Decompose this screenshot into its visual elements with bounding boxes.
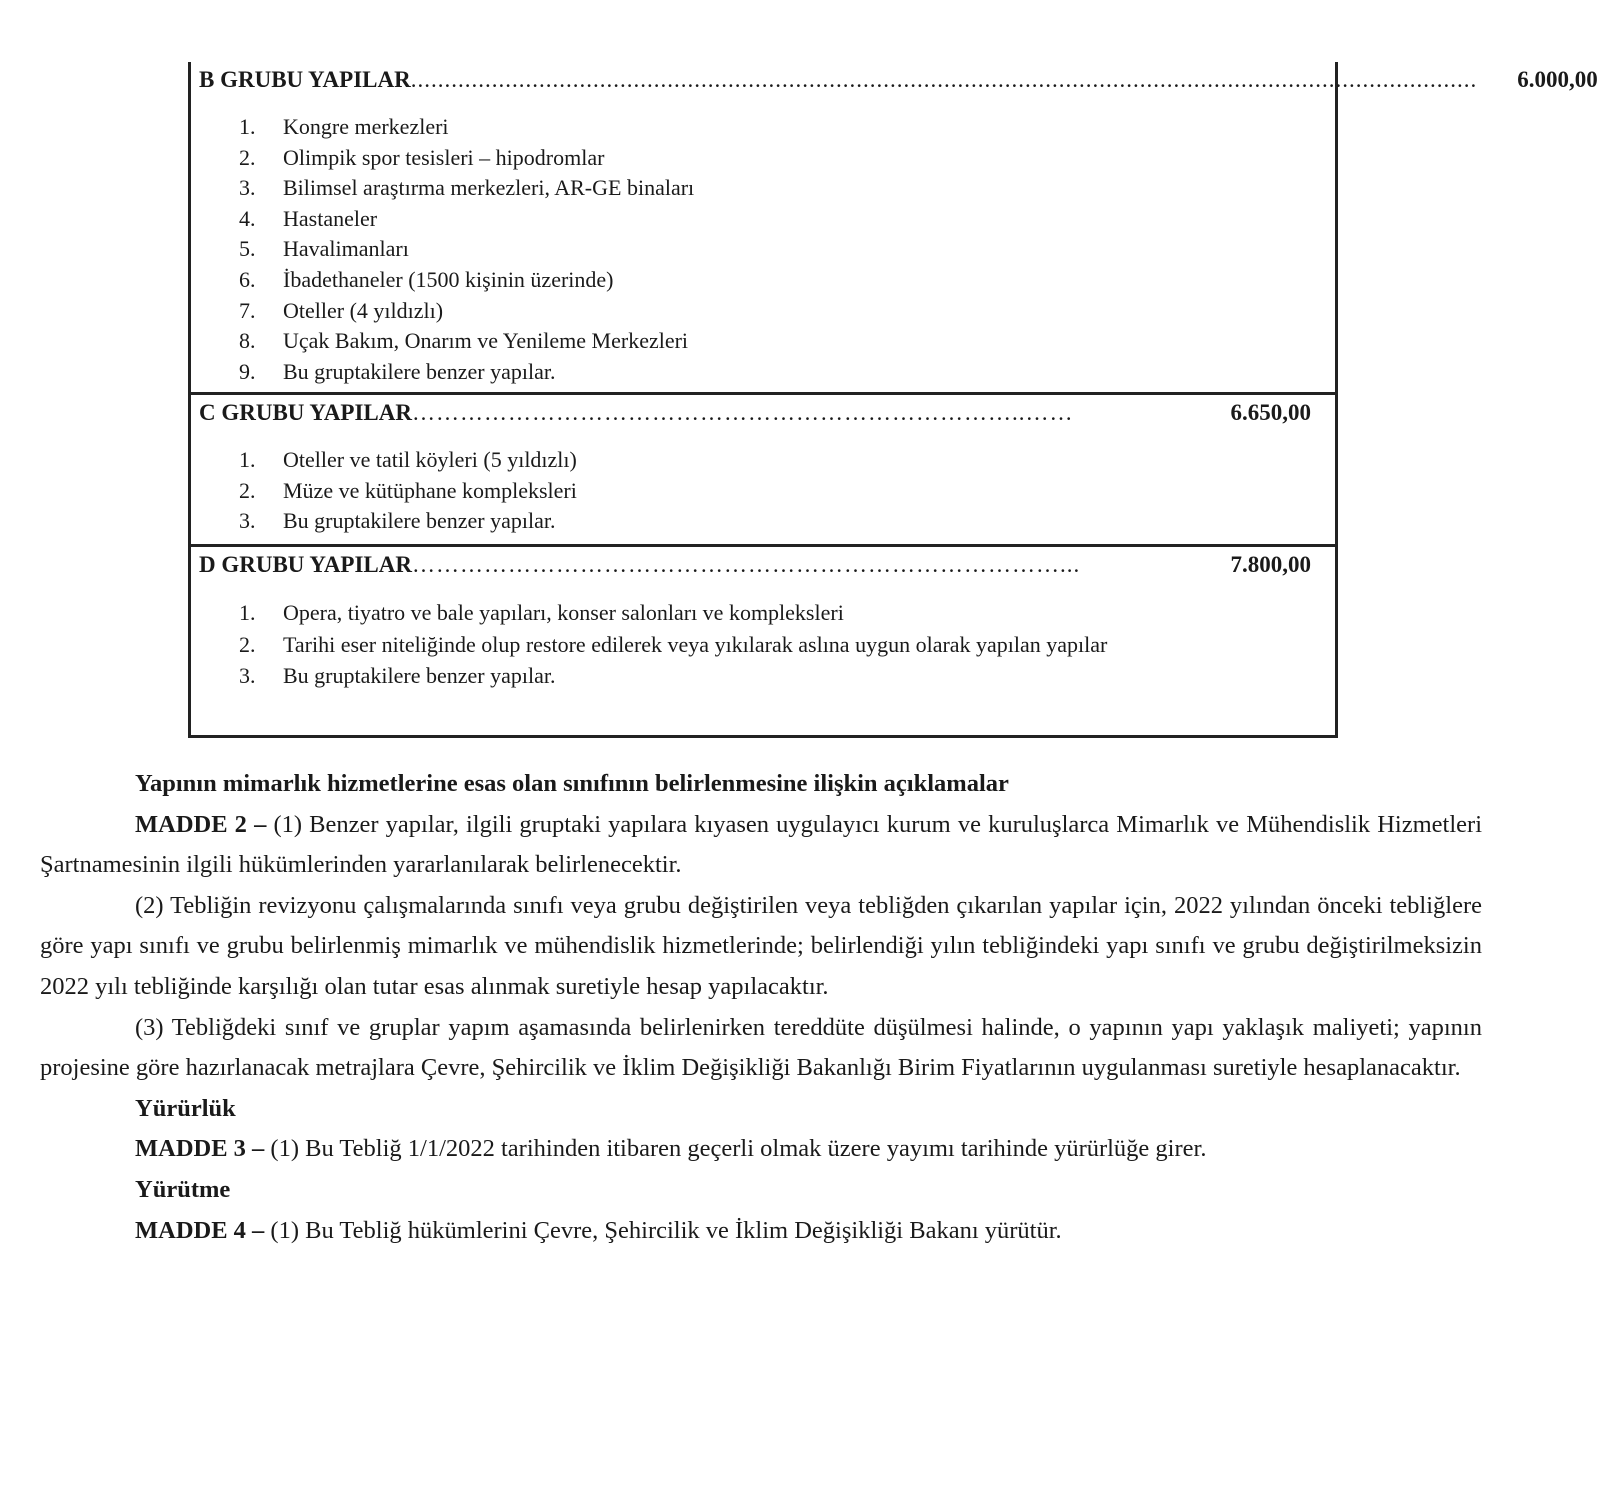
building-group-table [188, 62, 1598, 738]
item-text: Tarihi eser niteliğinde olup restore edilerek veya yıkılarak aslına uygun olarak yapılan yapılar [283, 631, 1108, 657]
item-text: Uçak Bakım, Onarım ve Yenileme Merkezleri [283, 328, 689, 354]
item-text: Bu gruptakilere benzer yapılar. [283, 508, 556, 534]
item-number: 1. [239, 114, 256, 139]
list-item [239, 173, 1161, 204]
group-item-list [239, 597, 1161, 692]
group-title: D GRUBU YAPILAR [199, 552, 412, 577]
list-item [239, 629, 1161, 661]
madde-4-label: MADDE 4 – [135, 1216, 265, 1244]
group-header [199, 400, 1311, 426]
group-item-list [239, 445, 1161, 537]
list-item [239, 326, 1161, 357]
group-title: C GRUBU YAPILAR [199, 400, 412, 425]
madde-2-text: (1) Benzer yapılar, ilgili gruptaki yapılara kıyasen uygulayıcı kurum ve kuruluşlarca Mimarlık ve Mühendislik Hizmetleri Şartnamesinin ilgili hükümlerinden yararlanılarak belirlenecektir. [40, 810, 1483, 879]
group-c-section [191, 392, 1335, 544]
leader-dots: .............................................................................................................................................................. [410, 67, 1478, 92]
madde-3-text: (1) Bu Tebliğ 1/1/2022 tarihinden itibaren geçerli olmak üzere yayımı tarihinde yürürlüğe girer. [264, 1135, 1207, 1163]
group-title: B GRUBU YAPILAR [199, 67, 411, 92]
item-number: 1. [239, 447, 256, 472]
group-amount: 6.650,00 [1230, 400, 1311, 425]
madde-4-text: (1) Bu Tebliğ hükümlerini Çevre, Şehircilik ve İklim Değişikliği Bakanı yürütür. [264, 1216, 1062, 1244]
madde-3-paragraph [40, 1129, 1482, 1170]
group-header [199, 67, 1598, 93]
item-number: 9. [239, 358, 256, 384]
item-text: Müze ve kütüphane kompleksleri [283, 477, 577, 503]
section-heading: Yapının mimarlık hizmetlerine esas olan sınıfının belirlenmesine ilişkin açıklamalar [135, 770, 1009, 797]
list-item [239, 357, 1161, 388]
list-item [239, 204, 1161, 235]
group-d-section [191, 544, 1335, 735]
item-text: Bu gruptakilere benzer yapılar. [283, 358, 556, 384]
madde-2-paragraph-3: (3) Tebliğdeki sınıf ve gruplar yapım aşamasında belirlenirken tereddüte düşülmesi halinde, o yapının yapı yaklaşık maliyeti; yapının projesine göre hazırlanacak metrajlara Çevre, Şehircilik ve İklim Değişikliği Bakanlığı Birim Fiyatlarının uygulanması suretiyle hesaplanacaktır. [40, 1013, 1482, 1082]
group-b-section [191, 62, 1598, 392]
item-number: 4. [239, 205, 256, 231]
madde-4-paragraph [40, 1211, 1482, 1252]
item-text: Opera, tiyatro ve bale yapıları, konser salonları ve kompleksleri [283, 600, 844, 625]
item-number: 3. [239, 508, 256, 534]
list-item [239, 445, 1161, 476]
item-text: Kongre merkezleri [283, 114, 449, 139]
item-number: 5. [239, 236, 256, 262]
list-item [239, 265, 1161, 296]
list-item [239, 296, 1161, 327]
group-amount: 6.000,00 [1517, 67, 1598, 92]
item-number: 6. [239, 266, 256, 292]
list-item [239, 660, 1161, 692]
yururluk-heading: Yürürlük [135, 1094, 236, 1122]
item-text: İbadethaneler (1500 kişinin üzerinde) [283, 266, 614, 292]
item-text: Havalimanları [283, 236, 409, 262]
item-text: Olimpik spor tesisleri – hipodromlar [283, 144, 605, 170]
item-number: 2. [239, 631, 256, 657]
item-number: 2. [239, 144, 256, 170]
item-text: Oteller (4 yıldızlı) [283, 297, 444, 323]
list-item [239, 112, 1161, 143]
list-item [239, 506, 1161, 537]
item-number: 7. [239, 297, 256, 323]
list-item [239, 234, 1161, 265]
list-item [239, 143, 1161, 174]
leader-dots: ………………………………………………………………………... [412, 552, 1081, 577]
item-text: Bilimsel araştırma merkezleri, AR-GE binaları [283, 175, 695, 201]
yurutme-heading: Yürütme [135, 1175, 231, 1203]
item-number: 8. [239, 328, 256, 354]
item-text: Hastaneler [283, 205, 378, 231]
item-number: 1. [239, 600, 256, 625]
item-text: Oteller ve tatil köyleri (5 yıldızlı) [283, 447, 577, 472]
item-number: 3. [239, 175, 256, 201]
item-number: 2. [239, 477, 256, 503]
madde-3-label: MADDE 3 – [135, 1135, 265, 1163]
madde-2-paragraph-2: (2) Tebliğin revizyonu çalışmalarında sınıfı veya grubu değiştirilen veya tebliğden çıkarılan yapılar için, 2022 yılından önceki tebliğlere göre yapı sınıfı ve grubu belirlenmiş mimarlık ve mühendislik hizmetlerinde; belirlendiği yılın tebliğindeki yapı sınıfı ve grubu değiştirilmeksizin 2022 yılı tebliğinde karşılığı olan tutar esas alınmak suretiyle hesap yapılacaktır. [40, 891, 1482, 1000]
item-number: 3. [239, 663, 256, 688]
list-item [239, 597, 1161, 629]
regulation-text [40, 764, 1482, 1251]
list-item [239, 476, 1161, 507]
madde-2-label: MADDE 2 – [135, 810, 267, 838]
item-text: Bu gruptakilere benzer yapılar. [283, 663, 556, 688]
madde-2-paragraph-1 [40, 805, 1482, 886]
group-item-list [239, 112, 1161, 387]
leader-dots: …………………………………………………………………..…… [412, 400, 1074, 425]
group-amount: 7.800,00 [1230, 552, 1311, 577]
group-header [199, 552, 1311, 578]
